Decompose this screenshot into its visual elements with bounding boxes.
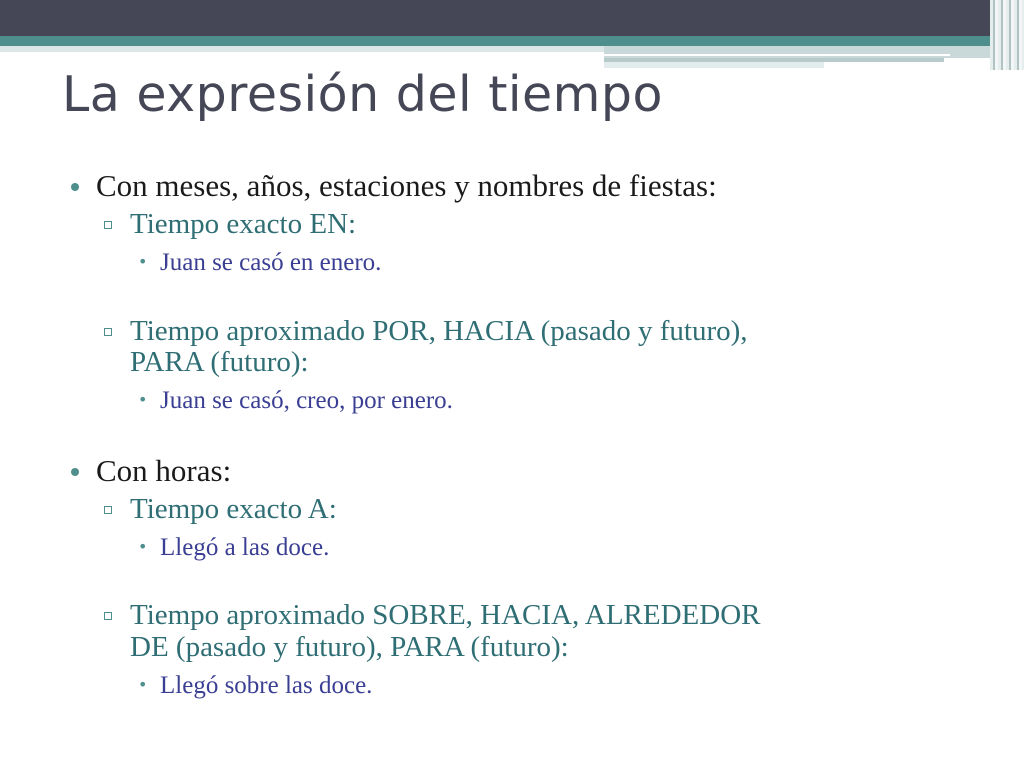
slide-title: La expresión del tiempo [62,66,663,123]
example-text: Llegó a las doce. [160,534,330,561]
sub-bullet-text: Tiempo exacto EN: [130,208,357,240]
example-bullet: • [138,252,148,271]
example-text: Llegó sobre las doce. [160,672,373,699]
header-stripes [990,0,1024,70]
example-text: Juan se casó, creo, por enero. [160,387,453,414]
sub-bullet-text: Tiempo aproximado POR, HACIA (pasado y futuro), [130,315,748,347]
sub-bullet-text: PARA (futuro): [130,346,309,378]
header-band-line [600,54,950,56]
sub-bullet-square [104,221,112,229]
sub-bullet-square [104,506,112,514]
header-band-light [0,46,604,52]
header-band-dark [0,0,1024,36]
example-text: Juan se casó en enero. [160,249,382,276]
header-band-teal [0,36,1024,46]
bullet-dot [71,468,79,476]
bullet-text: Con horas: [96,453,232,488]
header-band-light [604,46,1024,58]
sub-bullet-text: Tiempo aproximado SOBRE, HACIA, ALREDEDOR [130,599,761,631]
sub-bullet-square [104,328,112,336]
bullet-dot [71,183,79,191]
example-bullet: • [138,537,148,556]
sub-bullet-text: DE (pasado y futuro), PARA (futuro): [130,631,569,663]
bullet-text: Con meses, años, estaciones y nombres de fiestas: [96,168,717,203]
sub-bullet-square [104,612,112,620]
example-bullet: • [138,675,148,694]
example-bullet: • [138,390,148,409]
sub-bullet-text: Tiempo exacto A: [130,493,337,525]
